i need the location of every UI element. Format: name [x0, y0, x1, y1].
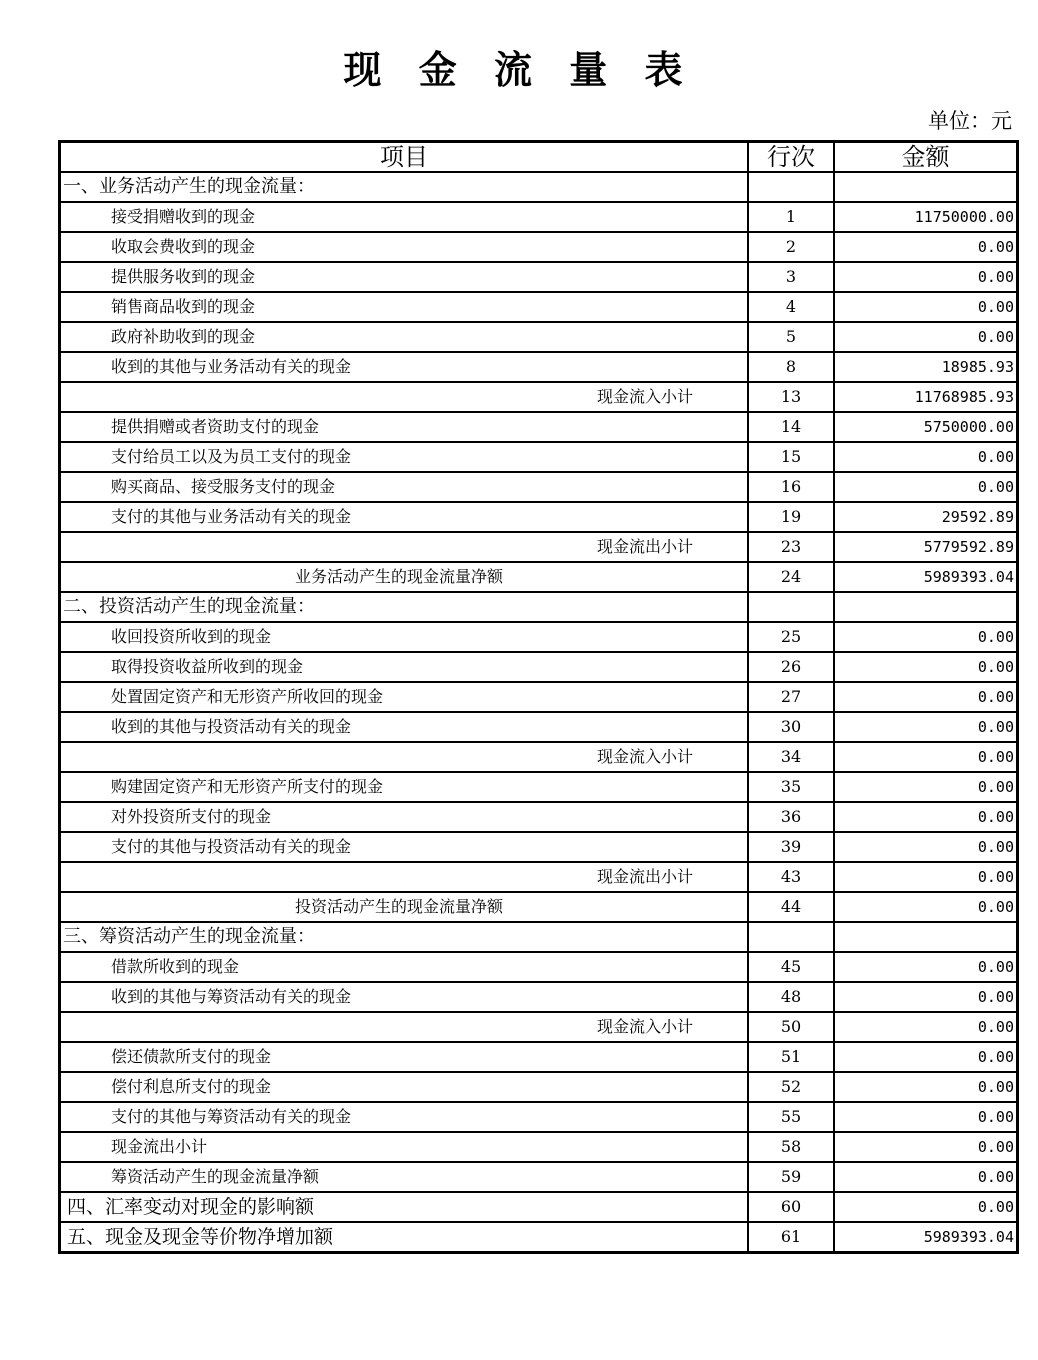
row-amount: 0.00 — [834, 442, 1017, 472]
table-row — [60, 562, 1017, 592]
row-amount: 0.00 — [834, 322, 1017, 352]
table-row — [60, 442, 1017, 472]
row-amount: 11750000.00 — [834, 202, 1017, 232]
row-number — [748, 592, 834, 622]
table-row — [60, 592, 1017, 622]
row-item-label: 购建固定资产和无形资产所支付的现金 — [60, 772, 748, 802]
table-row — [60, 262, 1017, 292]
row-amount: 0.00 — [834, 472, 1017, 502]
row-item-label: 销售商品收到的现金 — [60, 292, 748, 322]
table-row — [60, 772, 1017, 802]
table-row — [60, 682, 1017, 712]
row-item-label: 现金流入小计 — [60, 1012, 748, 1042]
row-item-label: 筹资活动产生的现金流量净额 — [60, 1162, 748, 1192]
row-amount: 0.00 — [834, 952, 1017, 982]
row-number: 52 — [748, 1072, 834, 1102]
row-amount: 29592.89 — [834, 502, 1017, 532]
row-number — [748, 922, 834, 952]
row-item-label: 业务活动产生的现金流量净额 — [60, 562, 748, 592]
table-row — [60, 1102, 1017, 1132]
row-item-label: 收回投资所收到的现金 — [60, 622, 748, 652]
row-amount: 5989393.04 — [834, 1222, 1017, 1252]
row-number: 34 — [748, 742, 834, 772]
row-number: 30 — [748, 712, 834, 742]
row-amount: 0.00 — [834, 802, 1017, 832]
row-number: 5 — [748, 322, 834, 352]
table-row — [60, 1192, 1017, 1222]
row-amount: 0.00 — [834, 622, 1017, 652]
row-amount: 0.00 — [834, 1192, 1017, 1222]
table-row — [60, 1042, 1017, 1072]
row-number: 23 — [748, 532, 834, 562]
row-amount: 5750000.00 — [834, 412, 1017, 442]
table-row — [60, 232, 1017, 262]
table-row — [60, 1132, 1017, 1162]
table-row — [60, 382, 1017, 412]
table-row — [60, 412, 1017, 442]
row-amount — [834, 172, 1017, 202]
row-number: 8 — [748, 352, 834, 382]
row-number: 24 — [748, 562, 834, 592]
row-item-label: 支付的其他与业务活动有关的现金 — [60, 502, 748, 532]
row-item-label: 四、汇率变动对现金的影响额 — [60, 1192, 748, 1222]
row-item-label: 支付给员工以及为员工支付的现金 — [60, 442, 748, 472]
row-number: 50 — [748, 1012, 834, 1042]
row-amount: 0.00 — [834, 1102, 1017, 1132]
row-amount: 0.00 — [834, 1132, 1017, 1162]
row-item-label: 收到的其他与筹资活动有关的现金 — [60, 982, 748, 1012]
header-item: 项目 — [60, 142, 748, 172]
cash-flow-table — [58, 140, 1019, 1254]
table-row — [60, 1222, 1017, 1252]
row-item-label: 接受捐赠收到的现金 — [60, 202, 748, 232]
row-amount: 0.00 — [834, 712, 1017, 742]
row-item-label: 对外投资所支付的现金 — [60, 802, 748, 832]
row-item-label: 收取会费收到的现金 — [60, 232, 748, 262]
row-item-label: 现金流入小计 — [60, 382, 748, 412]
row-number: 3 — [748, 262, 834, 292]
row-amount: 0.00 — [834, 832, 1017, 862]
row-amount: 0.00 — [834, 1012, 1017, 1042]
row-number: 59 — [748, 1162, 834, 1192]
row-item-label: 政府补助收到的现金 — [60, 322, 748, 352]
header-row-number: 行次 — [748, 142, 834, 172]
row-number: 48 — [748, 982, 834, 1012]
table-row — [60, 802, 1017, 832]
table-row — [60, 892, 1017, 922]
row-number: 4 — [748, 292, 834, 322]
row-amount: 0.00 — [834, 652, 1017, 682]
row-item-label: 三、筹资活动产生的现金流量： — [60, 922, 748, 952]
table-row — [60, 832, 1017, 862]
table-row — [60, 472, 1017, 502]
row-number: 25 — [748, 622, 834, 652]
row-amount — [834, 592, 1017, 622]
table-row — [60, 202, 1017, 232]
table-row — [60, 502, 1017, 532]
row-item-label: 提供捐赠或者资助支付的现金 — [60, 412, 748, 442]
row-item-label: 一、业务活动产生的现金流量： — [60, 172, 748, 202]
row-amount: 0.00 — [834, 1072, 1017, 1102]
row-number: 60 — [748, 1192, 834, 1222]
table-row — [60, 292, 1017, 322]
row-item-label: 现金流入小计 — [60, 742, 748, 772]
row-amount: 0.00 — [834, 742, 1017, 772]
row-amount: 0.00 — [834, 262, 1017, 292]
table-row — [60, 532, 1017, 562]
table-row — [60, 922, 1017, 952]
table-row — [60, 172, 1017, 202]
row-item-label: 投资活动产生的现金流量净额 — [60, 892, 748, 922]
row-item-label: 现金流出小计 — [60, 862, 748, 892]
row-amount: 0.00 — [834, 892, 1017, 922]
table-row — [60, 1012, 1017, 1042]
row-item-label: 二、投资活动产生的现金流量： — [60, 592, 748, 622]
row-item-label: 偿还债款所支付的现金 — [60, 1042, 748, 1072]
row-amount: 18985.93 — [834, 352, 1017, 382]
row-amount: 0.00 — [834, 1042, 1017, 1072]
table-row — [60, 352, 1017, 382]
row-amount: 0.00 — [834, 292, 1017, 322]
row-number: 14 — [748, 412, 834, 442]
row-number: 58 — [748, 1132, 834, 1162]
row-item-label: 借款所收到的现金 — [60, 952, 748, 982]
row-number: 39 — [748, 832, 834, 862]
table-row — [60, 1072, 1017, 1102]
row-number: 35 — [748, 772, 834, 802]
row-number: 43 — [748, 862, 834, 892]
table-row — [60, 1162, 1017, 1192]
row-amount: 0.00 — [834, 772, 1017, 802]
row-item-label: 提供服务收到的现金 — [60, 262, 748, 292]
row-item-label: 偿付利息所支付的现金 — [60, 1072, 748, 1102]
row-item-label: 支付的其他与筹资活动有关的现金 — [60, 1102, 748, 1132]
row-number: 61 — [748, 1222, 834, 1252]
table-row — [60, 742, 1017, 772]
header-amount: 金额 — [834, 142, 1017, 172]
row-amount: 0.00 — [834, 1162, 1017, 1192]
row-amount: 0.00 — [834, 862, 1017, 892]
row-item-label: 现金流出小计 — [60, 532, 748, 562]
row-number: 55 — [748, 1102, 834, 1132]
row-item-label: 支付的其他与投资活动有关的现金 — [60, 832, 748, 862]
table-row — [60, 622, 1017, 652]
row-number: 13 — [748, 382, 834, 412]
row-number: 2 — [748, 232, 834, 262]
table-body — [60, 172, 1017, 1252]
report-title: 现 金 流 量 表 — [343, 47, 695, 92]
table-row — [60, 952, 1017, 982]
table-row — [60, 712, 1017, 742]
row-item-label: 取得投资收益所收到的现金 — [60, 652, 748, 682]
table-row — [60, 322, 1017, 352]
table-row — [60, 862, 1017, 892]
row-item-label: 收到的其他与投资活动有关的现金 — [60, 712, 748, 742]
row-amount: 5989393.04 — [834, 562, 1017, 592]
row-number: 16 — [748, 472, 834, 502]
row-amount: 0.00 — [834, 682, 1017, 712]
row-amount: 0.00 — [834, 232, 1017, 262]
table-header-row — [60, 142, 1017, 172]
row-amount: 11768985.93 — [834, 382, 1017, 412]
row-number: 15 — [748, 442, 834, 472]
table-row — [60, 652, 1017, 682]
row-number — [748, 172, 834, 202]
table-row — [60, 982, 1017, 1012]
row-item-label: 处置固定资产和无形资产所收回的现金 — [60, 682, 748, 712]
row-item-label: 五、现金及现金等价物净增加额 — [60, 1222, 748, 1252]
unit-label: 单位：元 — [928, 109, 1012, 133]
row-amount: 5779592.89 — [834, 532, 1017, 562]
row-item-label: 购买商品、接受服务支付的现金 — [60, 472, 748, 502]
row-number: 26 — [748, 652, 834, 682]
row-amount — [834, 922, 1017, 952]
row-number: 51 — [748, 1042, 834, 1072]
row-number: 27 — [748, 682, 834, 712]
row-number: 1 — [748, 202, 834, 232]
row-number: 36 — [748, 802, 834, 832]
row-item-label: 收到的其他与业务活动有关的现金 — [60, 352, 748, 382]
row-number: 45 — [748, 952, 834, 982]
row-number: 44 — [748, 892, 834, 922]
row-item-label: 现金流出小计 — [60, 1132, 748, 1162]
row-amount: 0.00 — [834, 982, 1017, 1012]
row-number: 19 — [748, 502, 834, 532]
